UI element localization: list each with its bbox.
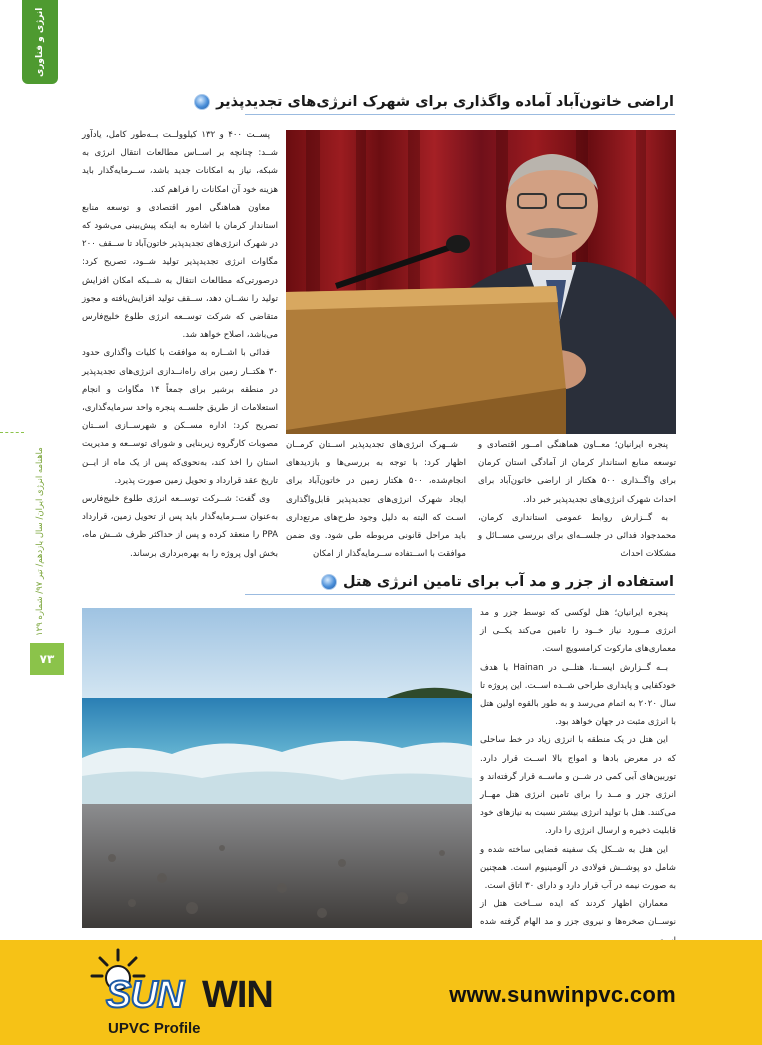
logo-sun-word: SUN (106, 974, 184, 1016)
seashore-illustration (82, 608, 472, 928)
globe-bullet-icon (321, 574, 337, 590)
article2-title: استفاده از جزر و مد آب برای تامین انرژی هتل (342, 574, 674, 590)
seashore-photo (82, 608, 472, 928)
article1-heading-rule (245, 114, 675, 115)
paragraph: شــهرک انرژی‌های تجدیدپذیر اســتان کرمــان اظهار کرد: با توجه به بررسی‌ها و بازدیدهای انجام‌شده، ۵۰۰ هکتار زمین در خاتون‌آباد برای ایجاد شهرک انرژی‌های تجدیدپذیر قابل‌واگذاری اسـت که البته به دلیل وجود طرح‌های مرتع‌داری باید مراحل قانونی مربوطه طی شود. وی ضمن موافقت با اســتفاده ســرمایه‌گذار از امکان (286, 440, 466, 560)
speaker-illustration (286, 130, 676, 434)
paragraph: این هتل به شــکل یک سفینه فضایی ساخته شده و شامل دو پوشــش فولادی در آلومینیوم است. همچنین به صورت نیمه در آب قرار دارد و دارای ۳۰ اتاق است. (480, 844, 676, 892)
paragraph: پســت ۴۰۰ و ۱۳۲ کیلوولــت بــه‌طور کامل، یادآور شــد: چنانچه بر اســاس مطالعات انتقال انرژی به شبکه، نیاز به امکانات جدید باشد، ســرمایه‌گذار باید هزینه خود آن امکانات را فراهم کند. (82, 130, 278, 195)
paragraph: پنجره ایرانیان؛ هتل لوکسی که توسط جزر و مد انرژی مــورد نیاز خــود را تامین می‌کند یکــی از معماری‌های مارکوت کرامسویچ است. (480, 608, 676, 655)
article1-column-left (82, 126, 278, 559)
article2-heading (321, 570, 674, 594)
article2-heading-rule (245, 594, 675, 595)
globe-bullet-icon (194, 94, 210, 110)
article2-column (480, 604, 677, 928)
section-tab-label: انرژی و فناوری (35, 7, 45, 77)
paragraph: وی گفت: شــرکت توســعه انرژی طلوع خلیج‌فارس به‌عنوان ســرمایه‌گذار باید پس از تحویل زمین، قرارداد PPA را منعقد کرده و پس از حداکثر ظرف شــش ماه، بخش اول پروژه را به بهره‌برداری برساند. (82, 494, 278, 559)
paragraph: پنجره ایرانیان؛ معــاون هماهنگی امــور اقتصادی و توسعه منابع استاندار کرمان از آمادگی استان کرمان برای واگــذاری ۵۰۰ هکتار از اراضی خاتون‌آباد برای احداث شهرک انرژی‌های تجدیدپذیر خبر داد. (478, 440, 676, 505)
page-number: ۷۳ (30, 643, 64, 675)
paragraph: معاون هماهنگی امور اقتصادی و توسعه منابع استاندار کرمان با اشاره به اینکه پیش‌بینی می‌شود که در شهرک انرژی‌های تجدیدپذیر خاتون‌آباد تا ســقف ۲۰۰ مگاوات انرژی تجدیدپذیر تولید شــود، تصریح کرد: درصورتی‌که مطالعات انتقال به شــبکه امکان افزایش تولید را نشــان دهد، ســقف تولید افزایش‌یافته و مجوز متقاضی که شرکت توســعه انرژی طلوع خلیج‌فارس می‌باشد، اصلاح خواهد شد. (82, 202, 278, 341)
website-link[interactable]: www.sunwinpvc.com (449, 982, 676, 1007)
logo-win-word: WIN (202, 974, 273, 1016)
article1-column-middle (286, 436, 466, 560)
article1-title: اراضی خاتون‌آباد آماده واگذاری برای شهرک انرژی‌های تجدیدپذیر (216, 94, 674, 110)
paragraph: فدائی با اشــاره به موافقت با کلیات واگذاری حدود ۳۰ هکتــار زمین برای راه‌انــدازی انرژی‌های تجدیدپذیر در منطقه برشیر برای جمعاً ۱۴ مگاوات و انجام استعلامات از طریق جلســه پنجره واحد سرمایه‌گذاری، تصریح کرد: اداره مســکن و شهرســازی اســتان مصوبات کارگروه زیربنایی و شورای توســعه و مدیریت استان را اخذ کند، به‌نحوی‌که پس از یک ماه از ایــن تاریخ عقد قرارداد و تحویل زمین صورت پذیرد. (82, 348, 278, 486)
sunwin-ad-banner (0, 940, 762, 1045)
speaker-photo (286, 130, 676, 434)
side-divider (0, 432, 24, 433)
paragraph: بــه گــزارش ایســنا، هتلــی در Hainan با هدف خودکفایی و پایداری طراحی شــده اســت. این پروژه تا سال ۲۰۲۰ به اتمام می‌رسد و به طور بالقوه اولین هتل با انرژی مثبت در جهان خواهد بود. (480, 662, 677, 728)
logo-subtitle: UPVC Profile (108, 1020, 201, 1037)
section-tab (22, 0, 58, 84)
article1-column-right (478, 436, 676, 560)
paragraph: این هتل در یک منطقه با انرژی زیاد در خط ساحلی که در معرض بادها و امواج بالا اســت قرار دارد. توربین‌های آبی کمی در شــن و ماســه قرار گرفته‌اند و انرژی جزر و مــد را برای تامین انرژی هتل مهــار می‌کنند. هتل با تولید انرژی بیشتر نسبت به نیازهای خود قابلیت ذخیره و ارسال انرژی را دارد. (480, 735, 676, 837)
paragraph: معماران اظهار کردند که ایده ســاخت هتل از نوســان صخره‌ها و نیروی جزر و مد الهام گرفته شده (480, 899, 676, 928)
issue-line: ماهنامه انرژی ایران/ سال یازدهم/ تیر ۹۷/ شماره ۱۲۹ (35, 447, 45, 636)
article1-heading (194, 90, 674, 114)
paragraph: به گــزارش روابط عمومی استانداری کرمان، محمدجواد فدائی در جلســه‌ای برای بررسی مســائل و مشکلات احداث (478, 512, 676, 560)
